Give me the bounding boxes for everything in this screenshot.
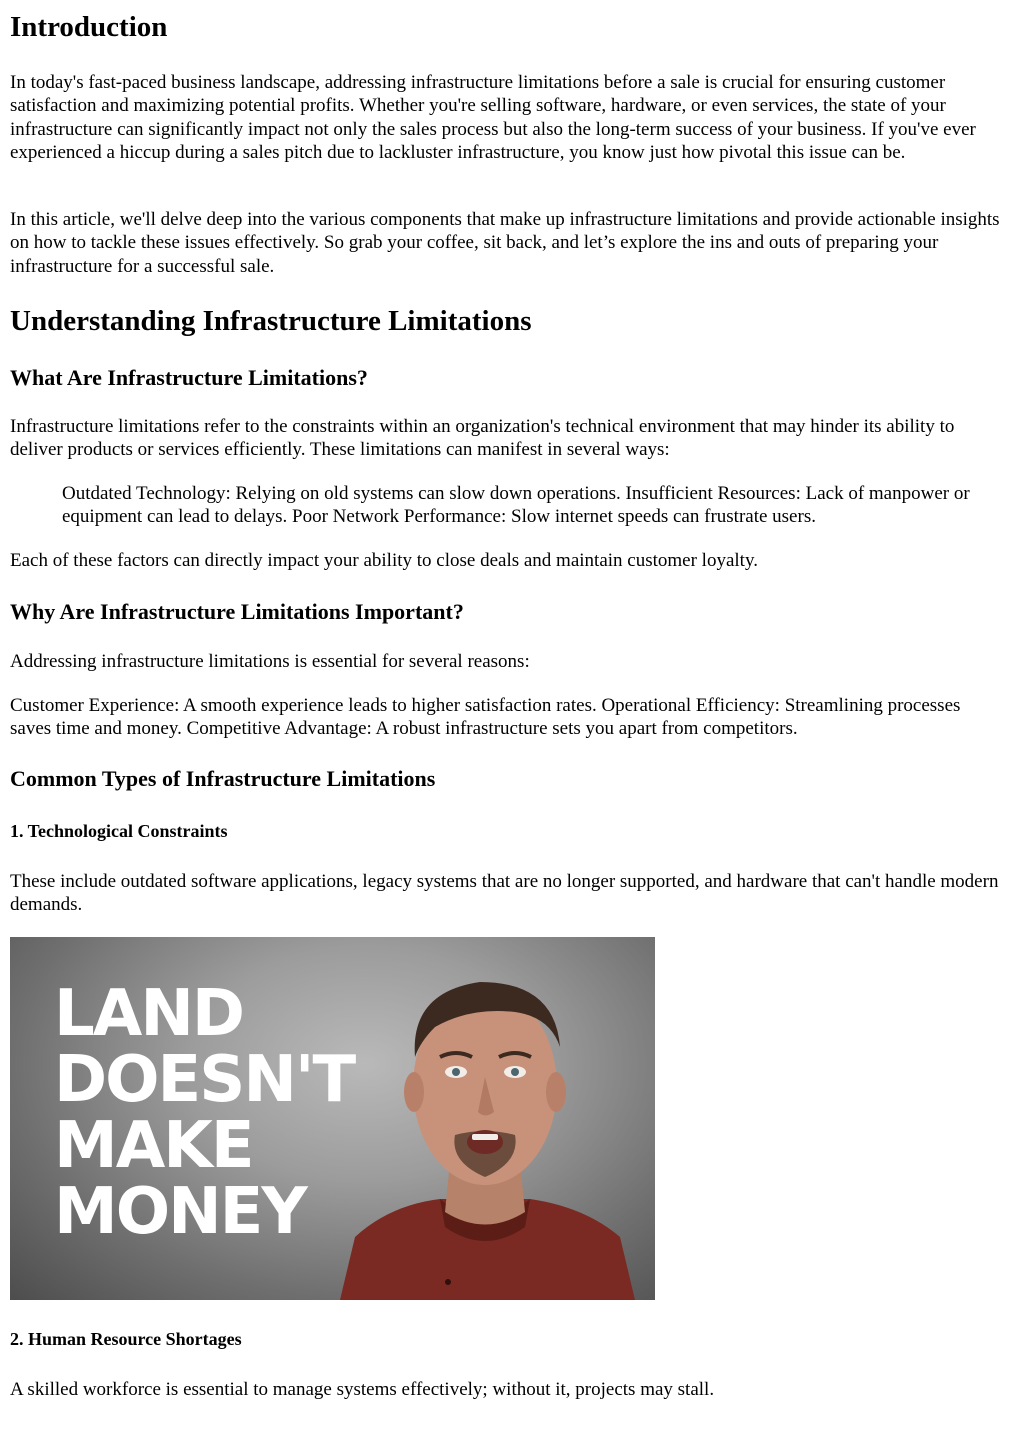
reasons-paragraph: Customer Experience: A smooth experience leads to higher satisfaction rates. Operational Efficiency: Streamlining processes saves time and money. Competitive Advantage: A robust infrastructure sets you apart from competitors.: [10, 695, 961, 740]
heading-what-are: What Are Infrastructure Limitations?: [10, 365, 368, 390]
image-caption-text: [54, 977, 355, 1249]
image-word-3: MAKE: [54, 1109, 253, 1183]
human-resource-paragraph: A skilled workforce is essential to manage systems effectively; without it, projects may stall.: [10, 1379, 715, 1400]
article-image: [10, 937, 655, 1300]
factors-blockquote: Outdated Technology: Relying on old systems can slow down operations. Insufficient Resources: Lack of manpower or equipment can lead to delays. Poor Network Performance: Slow internet speeds can frustrate users.: [62, 483, 970, 528]
heading-why-important: Why Are Infrastructure Limitations Important?: [10, 599, 464, 624]
what-are-paragraph: Infrastructure limitations refer to the constraints within an organization's technical environment that may hinder its ability to deliver products or services efficiently. These limitations can manifest in several ways:: [10, 416, 955, 461]
heading-common-types: Common Types of Infrastructure Limitations: [10, 766, 436, 791]
why-paragraph: Addressing infrastructure limitations is essential for several reasons:: [10, 651, 530, 672]
image-word-2: DOESN'T: [54, 1043, 355, 1117]
intro-paragraph-1: In today's fast-paced business landscape, addressing infrastructure limitations before a sale is crucial for ensuring customer satisfaction and maximizing potential profits. Whether you're selling software, hardware, or even services, the state of your infrastructure can significantly impact not only the sales process but also the long-term success of your business. If you've ever experienced a hiccup during a sales pitch due to lackluster infrastructure, you know just how pivotal this issue can be.: [10, 72, 976, 163]
heading-understanding: Understanding Infrastructure Limitations: [10, 305, 532, 337]
intro-paragraph-2: In this article, we'll delve deep into the various components that make up infrastructure limitations and provide actionable insights on how to tackle these issues effectively. So grab your coffee, sit back, and let’s explore the ins and outs of preparing your infrastructure for a successful sale.: [10, 209, 1000, 277]
heading-human-resource: 2. Human Resource Shortages: [10, 1329, 242, 1349]
image-word-4: MONEY: [54, 1175, 306, 1249]
heading-introduction: Introduction: [10, 11, 168, 43]
image-word-1: LAND: [54, 977, 243, 1051]
heading-technological-constraints: 1. Technological Constraints: [10, 821, 228, 841]
each-factor-paragraph: Each of these factors can directly impact your ability to close deals and maintain customer loyalty.: [10, 550, 758, 571]
technological-paragraph: These include outdated software applications, legacy systems that are no longer supported, and hardware that can't handle modern demands.: [10, 871, 999, 916]
